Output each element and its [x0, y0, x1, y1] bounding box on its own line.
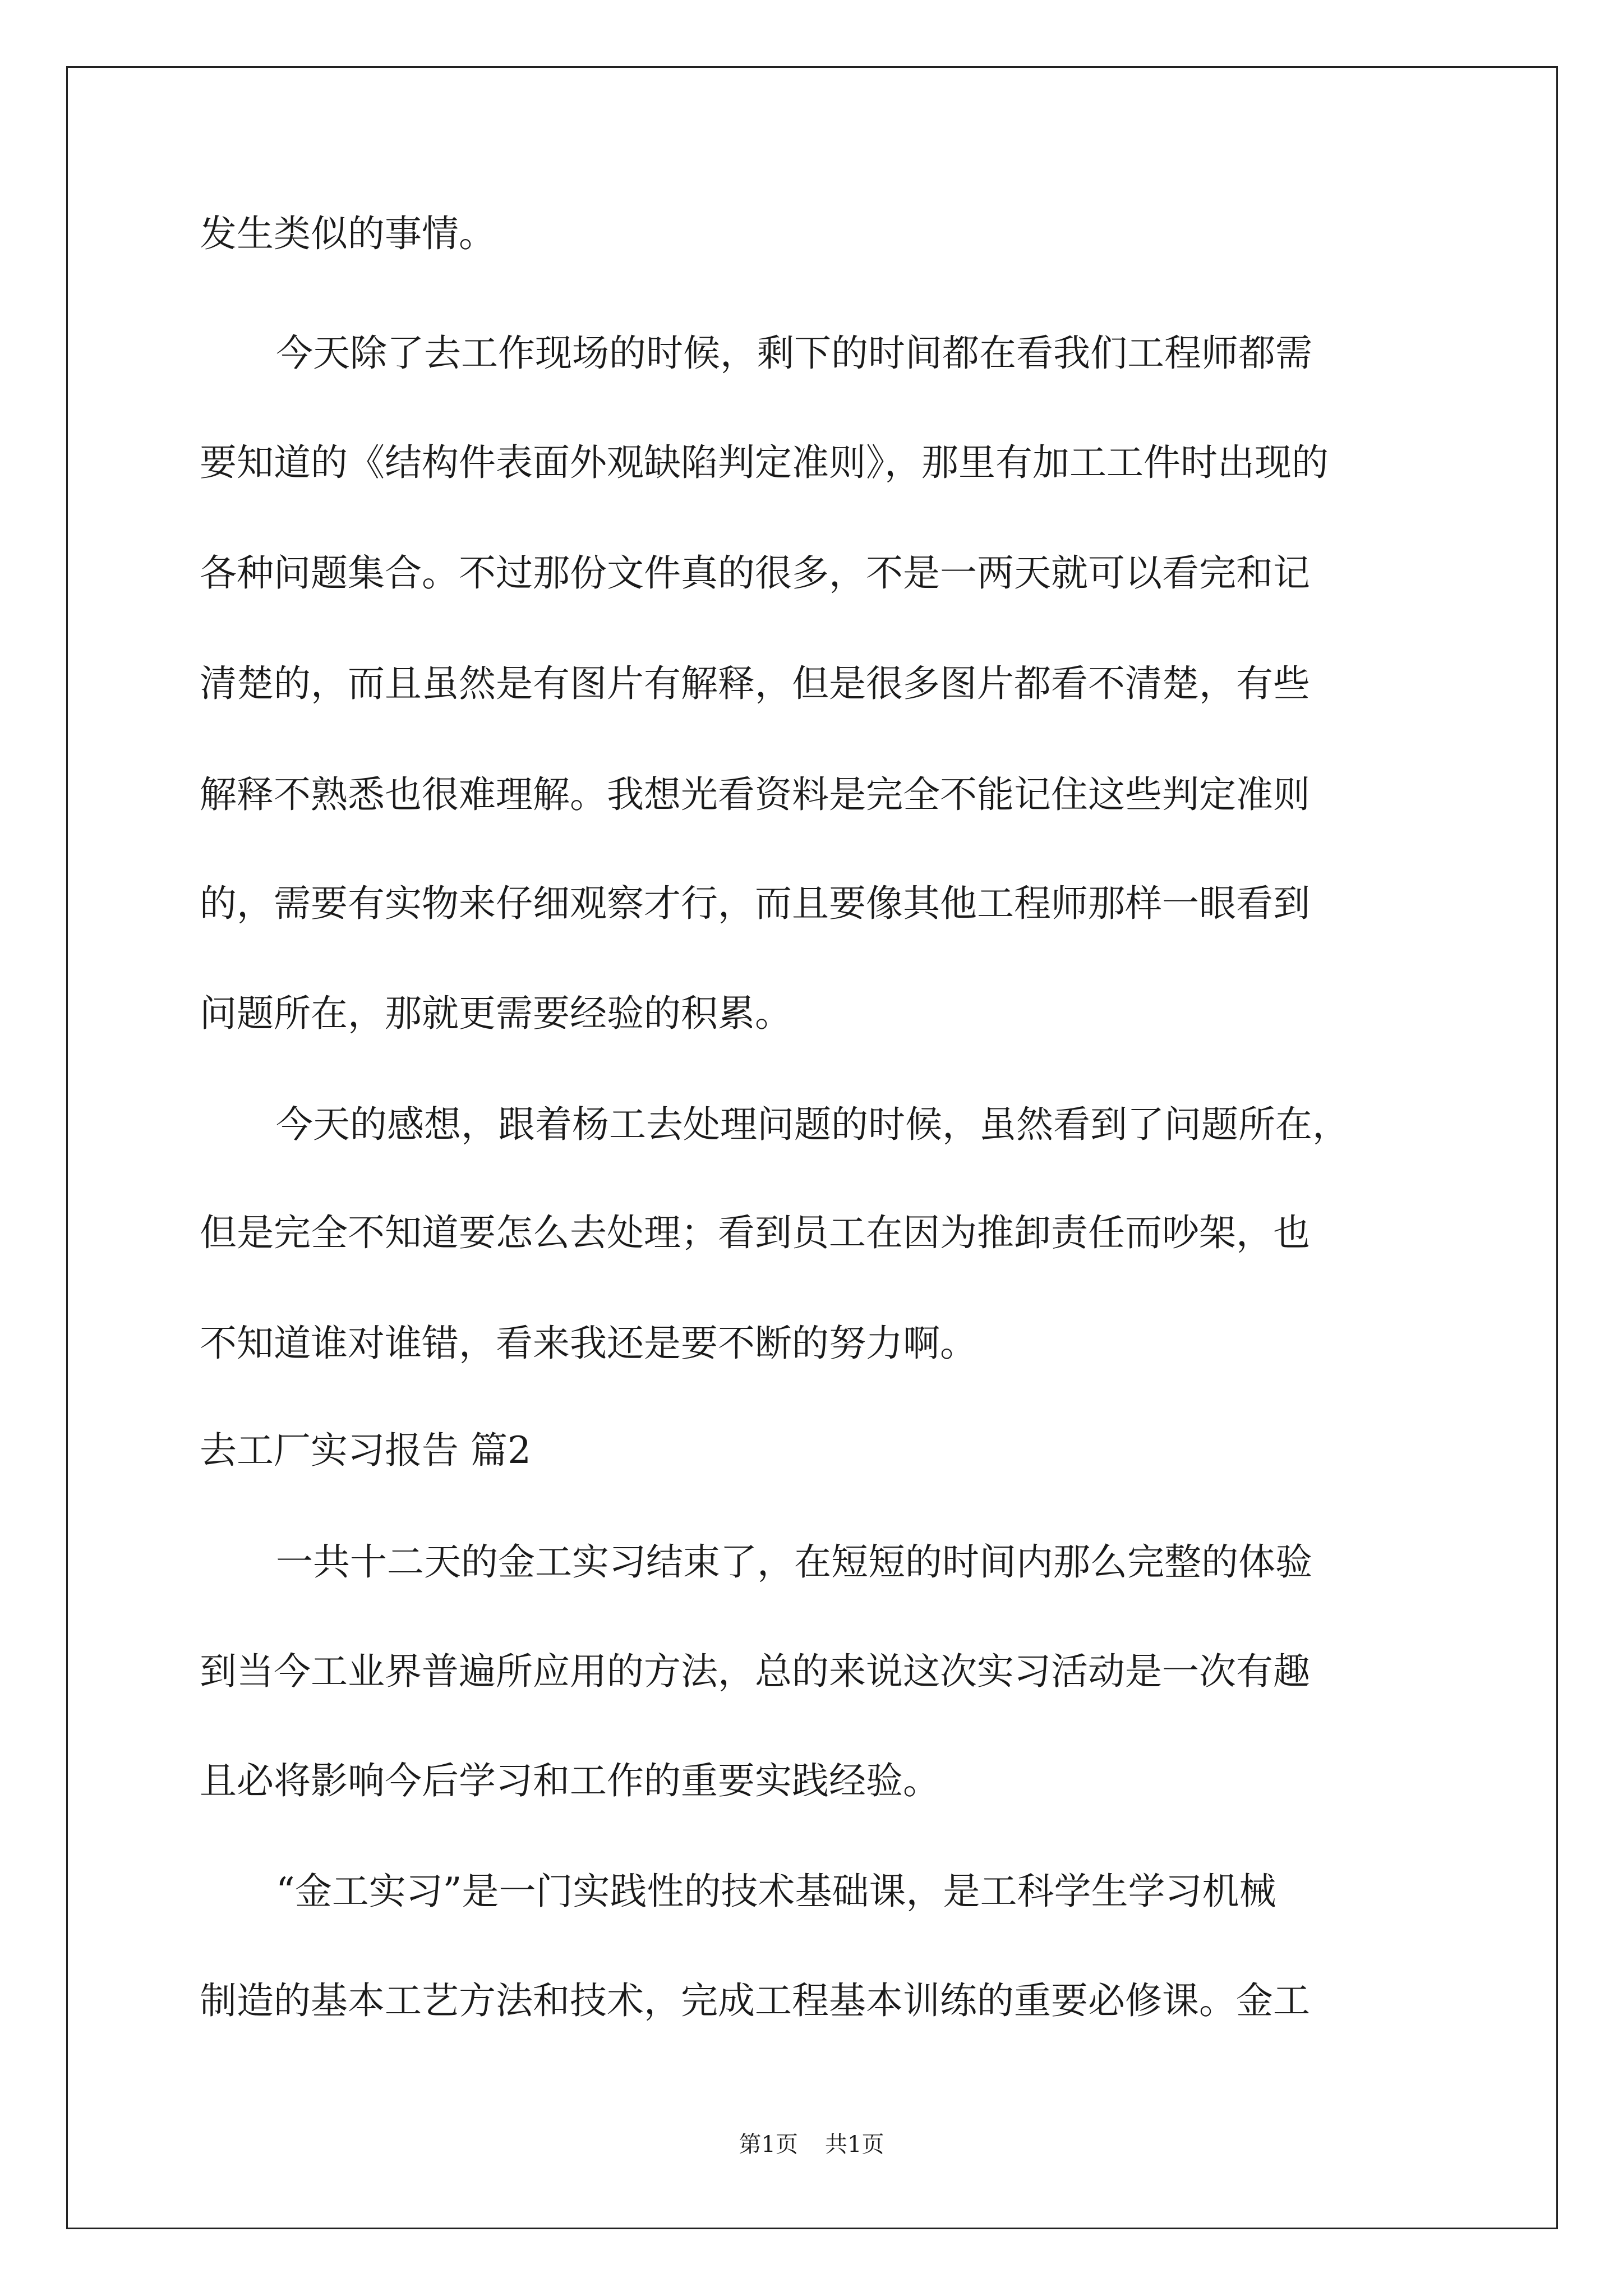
paragraph-line: 发生类似的事情。: [200, 212, 496, 255]
paragraph-line: 制造的基本工艺方法和技术，完成工程基本训练的重要必修课。金工: [200, 1979, 1310, 2022]
page-total: 共1页: [825, 2132, 884, 2157]
page-number: 第1页: [739, 2132, 798, 2157]
paragraph-line: 各种问题集合。不过那份文件真的很多，不是一两天就可以看完和记: [200, 551, 1310, 595]
section-heading: 去工厂实习报告 篇2: [200, 1429, 531, 1472]
page-footer: [0, 2131, 1623, 2159]
paragraph-line: 不知道谁对谁错，看来我还是要不断的努力啊。: [200, 1322, 977, 1365]
paragraph-line: 到当今工业界普遍所应用的方法，总的来说这次实习活动是一次有趣: [200, 1650, 1310, 1693]
paragraph-line: 今天的感想，跟着杨工去处理问题的时候，虽然看到了问题所在，: [276, 1103, 1349, 1146]
paragraph-line: 且必将影响今后学习和工作的重要实践经验。: [200, 1759, 940, 1802]
paragraph-line: 今天除了去工作现场的时候，剩下的时间都在看我们工程师都需: [276, 332, 1312, 375]
paragraph-line: 问题所在，那就更需要经验的积累。: [200, 992, 792, 1035]
paragraph-line: 但是完全不知道要怎么去处理；看到员工在因为推卸责任而吵架，也: [200, 1211, 1310, 1254]
paragraph-line: 要知道的《结构件表面外观缺陷判定准则》，那里有加工工件时出现的: [200, 441, 1329, 484]
paragraph-line: 解释不熟悉也很难理解。我想光看资料是完全不能记住这些判定准则: [200, 773, 1310, 816]
paragraph-line: “金工实习”是一门实践性的技术基础课，是工科学生学习机械: [276, 1870, 1276, 1913]
paragraph-line: 一共十二天的金工实习结束了，在短短的时间内那么完整的体验: [276, 1540, 1312, 1584]
paragraph-line: 的，需要有实物来仔细观察才行，而且要像其他工程师那样一眼看到: [200, 882, 1310, 925]
paragraph-line: 清楚的，而且虽然是有图片有解释，但是很多图片都看不清楚，有些: [200, 662, 1310, 705]
